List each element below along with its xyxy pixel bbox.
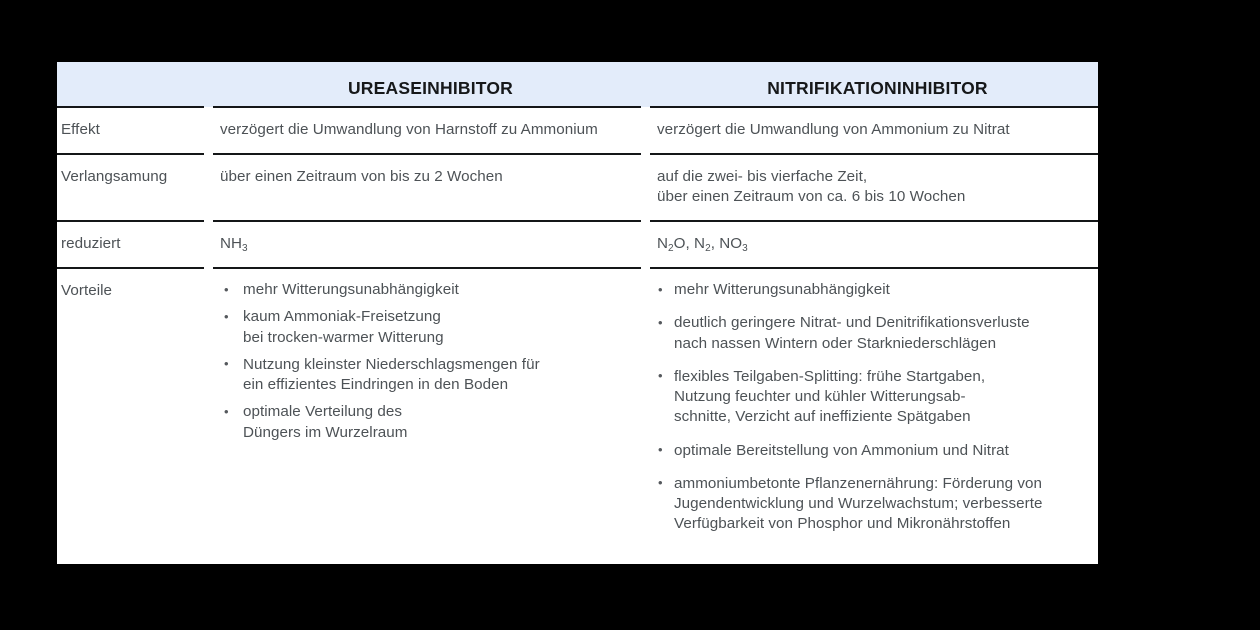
row-gap-2-effekt: [641, 107, 650, 154]
header-nitrification-label: NITRIFIKATIONINHIBITOR: [767, 77, 988, 98]
value-urease-formula: $NH_3$: [220, 235, 248, 254]
formula-subscript: 2: [705, 242, 711, 254]
urease-advantages-block: [213, 269, 641, 457]
value-urease-verlangsamung: über einen Zeitraum von bis zu 2 Wochen: [220, 168, 503, 186]
table-header: [57, 62, 1098, 107]
advantage-item: • deutlich geringere Nitrat- und Denitrifikationsverluste nach nassen Wintern oder Starkniederschlägen: [657, 313, 1090, 353]
comparison-table-container: [57, 62, 1098, 564]
nitrification-advantages-list: [657, 280, 1090, 534]
cell-label-vorteile: [57, 268, 204, 548]
cell-label-effekt: [57, 107, 204, 154]
header-cell-urease: [213, 62, 641, 107]
row-label-vorteile: Vorteile: [61, 282, 113, 300]
value-nitrification-effekt: verzögert die Umwandlung von Ammonium zu Nitrat: [657, 121, 1010, 138]
urease-advantages-list: [220, 280, 631, 443]
formula-subscript: 2: [668, 242, 674, 254]
comparison-table: [57, 62, 1098, 548]
cell-nitrification-reduziert: [650, 221, 1098, 268]
advantage-item: • mehr Witterungsunabhängigkeit: [657, 280, 1090, 300]
advantage-item: • flexibles Teilgaben-Splitting: frühe Startgaben, Nutzung feuchter und kühler Witterungsab- schnitte, Verzicht auf ineffiziente Spätgaben: [657, 367, 1090, 428]
advantage-item: • optimale Bereitstellung von Ammonium und Nitrat: [657, 441, 1090, 461]
cell-label-verlangsamung: [57, 154, 204, 221]
header-row: [57, 62, 1098, 107]
header-label-empty: [57, 97, 204, 106]
row-gap-1-vorteile: [204, 268, 213, 548]
value-nitrification-verlangsamung-line1: auf die zwei- bis vierfache Zeit,: [657, 168, 868, 186]
header-gap-2: [641, 62, 650, 107]
row-gap-1-effekt: [204, 107, 213, 154]
nitrification-advantages-block: [650, 269, 1098, 548]
cell-label-reduziert: [57, 221, 204, 268]
header-cell-label: [57, 62, 204, 107]
value-nitrification-verlangsamung: [650, 155, 1098, 220]
value-urease-effekt: verzögert die Umwandlung von Harnstoff zu Ammonium: [220, 121, 598, 138]
table-row-reduziert: [57, 221, 1098, 268]
row-label-reduziert: reduziert: [61, 235, 121, 253]
advantage-item: • kaum Ammoniak-Freisetzung bei trocken-warmer Witterung: [220, 307, 631, 347]
header-urease-label: UREASEINHIBITOR: [347, 77, 514, 98]
header-cell-nitrification: [650, 62, 1098, 107]
cell-urease-verlangsamung: [213, 154, 641, 221]
formula-subscript: 3: [242, 242, 248, 254]
cell-urease-vorteile: [213, 268, 641, 548]
row-gap-1-verlangsamung: [204, 154, 213, 221]
cell-urease-reduziert: [213, 221, 641, 268]
cell-nitrification-vorteile: [650, 268, 1098, 548]
table-body: [57, 107, 1098, 548]
header-gap-1: [204, 62, 213, 107]
table-row-verlangsamung: [57, 154, 1098, 221]
cell-nitrification-verlangsamung: [650, 154, 1098, 221]
table-bottom-filler: [57, 548, 1098, 564]
advantage-item: • mehr Witterungsunabhängigkeit: [220, 280, 631, 300]
row-gap-1-reduziert: [204, 221, 213, 268]
advantage-item: • Nutzung kleinster Niederschlagsmengen für ein effizientes Eindringen in den Boden: [220, 355, 631, 395]
advantage-item: • ammoniumbetonte Pflanzenernährung: Förderung von Jugendentwicklung und Wurzelwachstum; verbesserte Verfügbarkeit von Phosphor und Mikronährstoffen: [657, 474, 1090, 535]
table-row-vorteile: [57, 268, 1098, 548]
row-gap-2-reduziert: [641, 221, 650, 268]
row-label-effekt: Effekt: [61, 121, 100, 138]
value-nitrification-verlangsamung-line2: über einen Zeitraum von ca. 6 bis 10 Wochen: [657, 188, 966, 206]
table-row-effekt: [57, 107, 1098, 154]
cell-urease-effekt: [213, 107, 641, 154]
advantage-item: • optimale Verteilung des Düngers im Wurzelraum: [220, 402, 631, 442]
row-gap-2-verlangsamung: [641, 154, 650, 221]
formula-subscript: 3: [742, 242, 748, 254]
row-label-verlangsamung: Verlangsamung: [61, 168, 168, 186]
row-gap-2-vorteile: [641, 268, 650, 548]
cell-nitrification-effekt: [650, 107, 1098, 154]
value-nitrification-formula: $N_2O$, $N_2$, $NO_3$: [657, 235, 748, 254]
